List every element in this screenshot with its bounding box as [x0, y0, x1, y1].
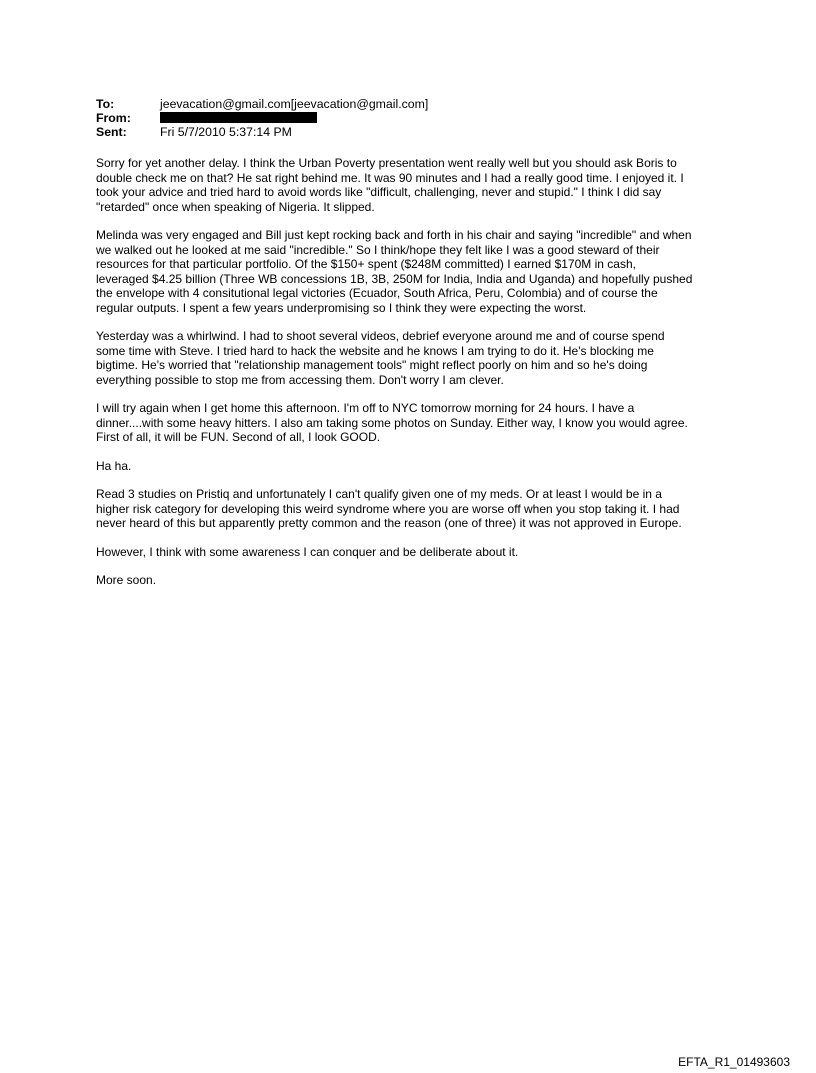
sent-value: Fri 5/7/2010 5:37:14 PM: [160, 125, 292, 139]
document-id: EFTA_R1_01493603: [678, 1055, 790, 1069]
from-value: [160, 111, 726, 125]
body-paragraph: Melinda was very engaged and Bill just kept rocking back and forth in his chair and saying "incredible" and when we walked out he looked at me said "incredible." So I think/hope they felt like I was a good steward of their resources for that particular portfolio. Of the $150+ spent ($248M committed) I earned $170M in cash, leveraged $4.25 billion (Three WB concessions 1B, 3B, 250M for India, India and Uganda) and hopefully pushed the envelope with 4 consitutional legal victories (Ecuador, South Africa, Peru, Colombia) and of course the regular outputs. I spent a few years underpromising so I think they were expecting the worst.: [96, 228, 693, 315]
to-value: jeevacation@gmail.com[jeevacation@gmail.com]: [160, 97, 429, 111]
body-paragraph: I will try again when I get home this afternoon. I'm off to NYC tomorrow morning for 24 hours. I have a dinner....with some heavy hitters. I also am taking some photos on Sunday. Either way, I know you would agree. First of all, it will be FUN. Second of all, I look GOOD.: [96, 401, 688, 444]
body-paragraph: Yesterday was a whirlwind. I had to shoot several videos, debrief everyone around me and of course spend some time with Steve. I tried hard to hack the website and he knows I am trying to do it. He's blocking me bigtime. He's worried that "relationship management tools" might reflect poorly on him and so he's doing everything possible to stop me from accessing them. Don't worry I am clever.: [96, 329, 665, 387]
email-document: [96, 97, 726, 602]
email-headers: [96, 97, 726, 139]
body-paragraph: Sorry for yet another delay. I think the Urban Poverty presentation went really well but you should ask Boris to double check me on that? He sat right behind me. It was 90 minutes and I had a really good time. I enjoyed it. I took your advice and tried hard to avoid words like "difficult, challenging, never and stupid." I think I did say "retarded" once when speaking of Nigeria. It slipped.: [96, 156, 684, 214]
redaction-block: [160, 112, 317, 123]
body-paragraph: However, I think with some awareness I can conquer and be deliberate about it.: [96, 544, 519, 559]
body-paragraph: Read 3 studies on Pristiq and unfortunately I can't qualify given one of my meds. Or at least I would be in a higher risk category for developing this weird syndrome where you are worse off when you stop taking it. I had never heard of this but apparently pretty common and the reason (one of three) it was not approved in Europe.: [96, 487, 682, 530]
to-row: [96, 97, 726, 111]
sent-row: [96, 125, 726, 139]
sent-label: Sent:: [96, 125, 127, 139]
email-body: [96, 156, 726, 588]
from-label: From:: [96, 111, 131, 125]
from-row: [96, 111, 726, 125]
body-paragraph: Ha ha.: [96, 458, 132, 473]
body-paragraph: More soon.: [96, 573, 157, 587]
to-label: To:: [96, 97, 115, 111]
